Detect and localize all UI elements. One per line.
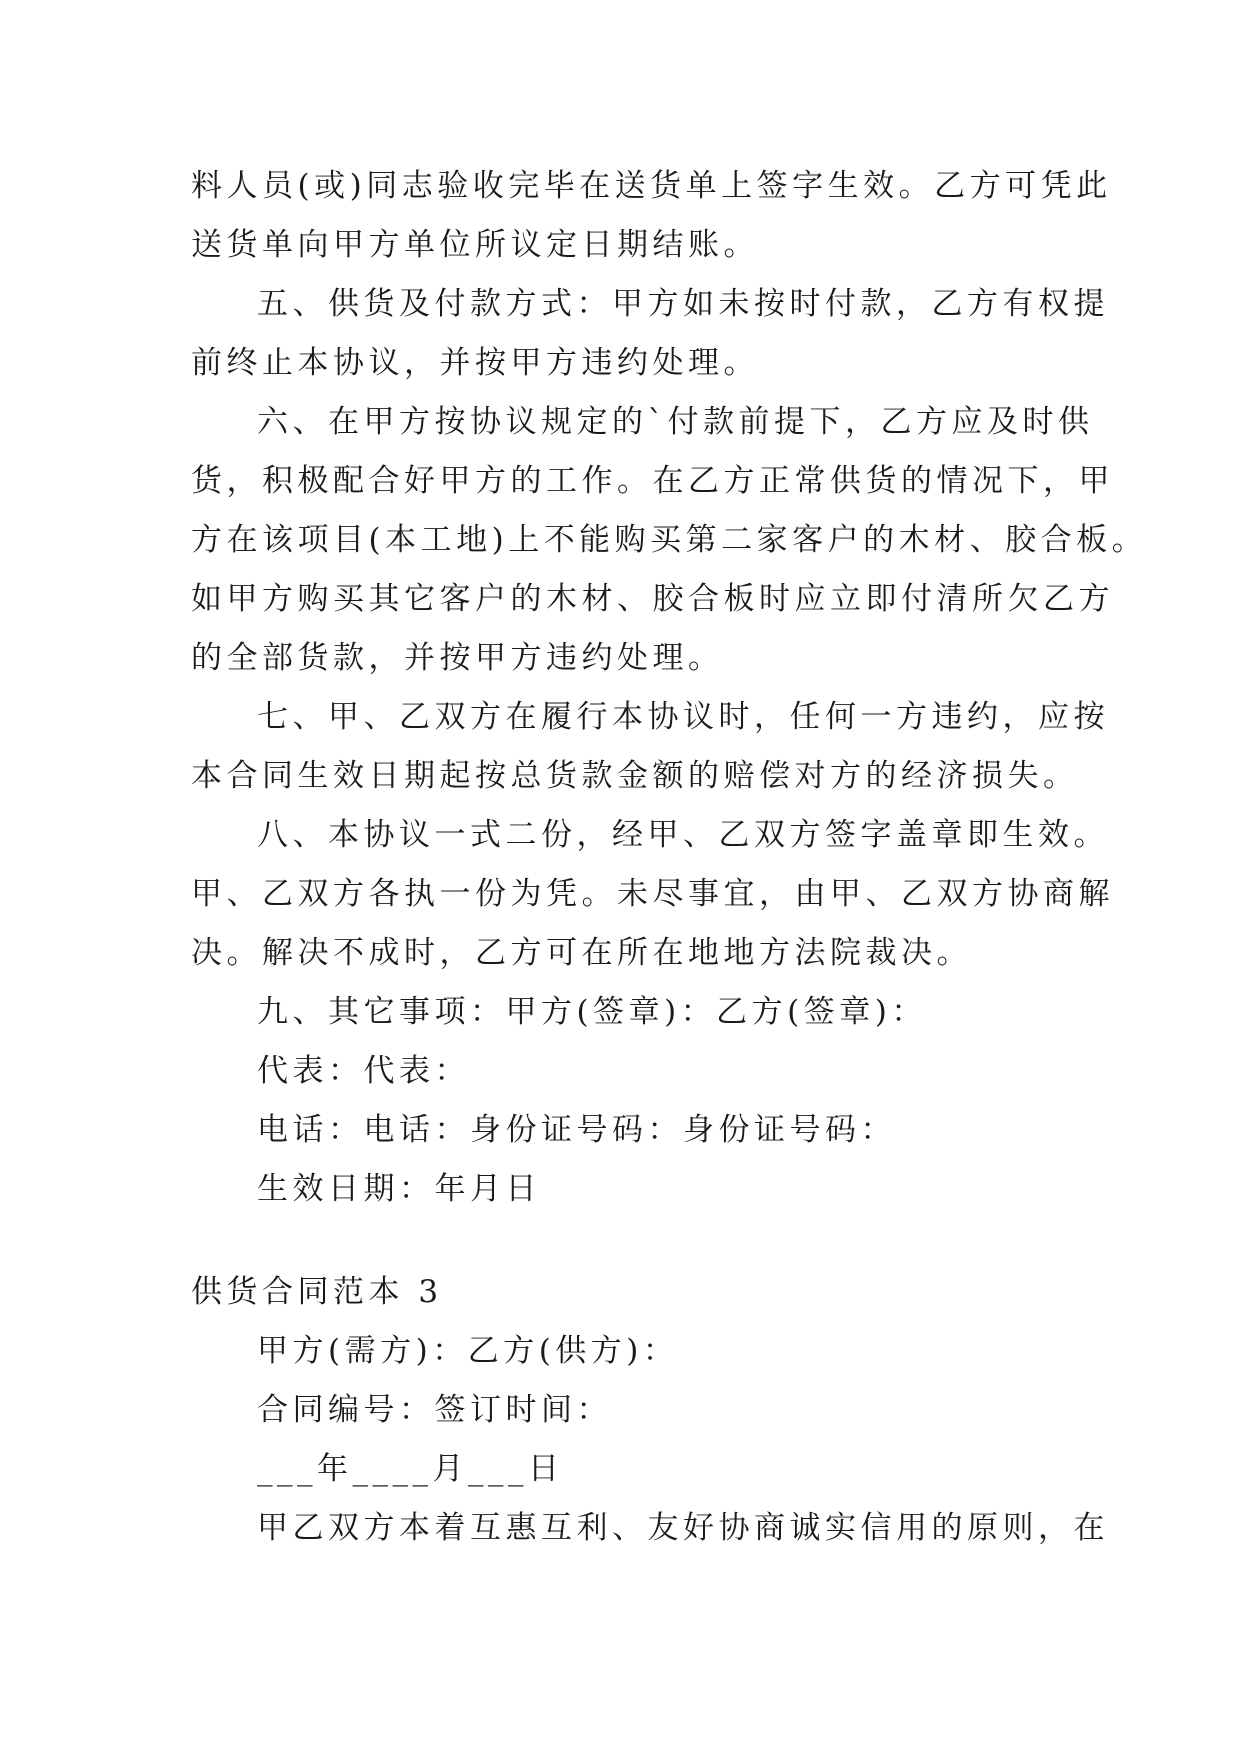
contract-number-line: 合同编号：签订时间： <box>257 1392 612 1428</box>
representative-line: 代表：代表： <box>257 1053 470 1089</box>
paragraph-line: 的全部货款，并按甲方违约处理。 <box>191 640 724 676</box>
effective-date-line: 生效日期：年月日 <box>257 1171 541 1207</box>
clause-eight-line: 八、本协议一式二份，经甲、乙双方签字盖章即生效。 <box>257 817 1109 853</box>
phone-id-line: 电话：电话：身份证号码：身份证号码： <box>257 1112 896 1148</box>
paragraph-line: 甲、乙双方各执一份为凭。未尽事宜，由甲、乙双方协商解 <box>191 876 1114 912</box>
parties-line: 甲方(需方)：乙方(供方)： <box>257 1333 679 1369</box>
date-blank-line: ___年____月___日 <box>257 1451 564 1487</box>
clause-seven-line: 七、甲、乙双方在履行本协议时，任何一方违约，应按 <box>257 699 1109 735</box>
clause-five-line: 五、供货及付款方式：甲方如未按时付款，乙方有权提 <box>257 286 1109 322</box>
paragraph-line: 如甲方购买其它客户的木材、胶合板时应立即付清所欠乙方 <box>191 581 1114 617</box>
clause-six-line: 六、在甲方按协议规定的`付款前提下，乙方应及时供 <box>257 404 1094 440</box>
section-title: 供货合同范本 3 <box>191 1274 443 1310</box>
paragraph-line: 货，积极配合好甲方的工作。在乙方正常供货的情况下，甲 <box>191 463 1114 499</box>
paragraph-line: 本合同生效日期起按总货款金额的赔偿对方的经济损失。 <box>191 758 1079 794</box>
paragraph-line: 前终止本协议，并按甲方违约处理。 <box>191 345 759 381</box>
paragraph-line: 方在该项目(本工地)上不能购买第二家客户的木材、胶合板。 <box>191 522 1148 558</box>
paragraph-line: 送货单向甲方单位所议定日期结账。 <box>191 227 759 263</box>
preamble-line: 甲乙双方本着互惠互利、友好协商诚实信用的原则，在 <box>257 1510 1109 1546</box>
paragraph-line: 料人员(或)同志验收完毕在送货单上签字生效。乙方可凭此 <box>191 168 1112 204</box>
paragraph-line: 决。解决不成时，乙方可在所在地地方法院裁决。 <box>191 935 972 971</box>
clause-nine-line: 九、其它事项：甲方(签章)：乙方(签章)： <box>257 994 927 1030</box>
